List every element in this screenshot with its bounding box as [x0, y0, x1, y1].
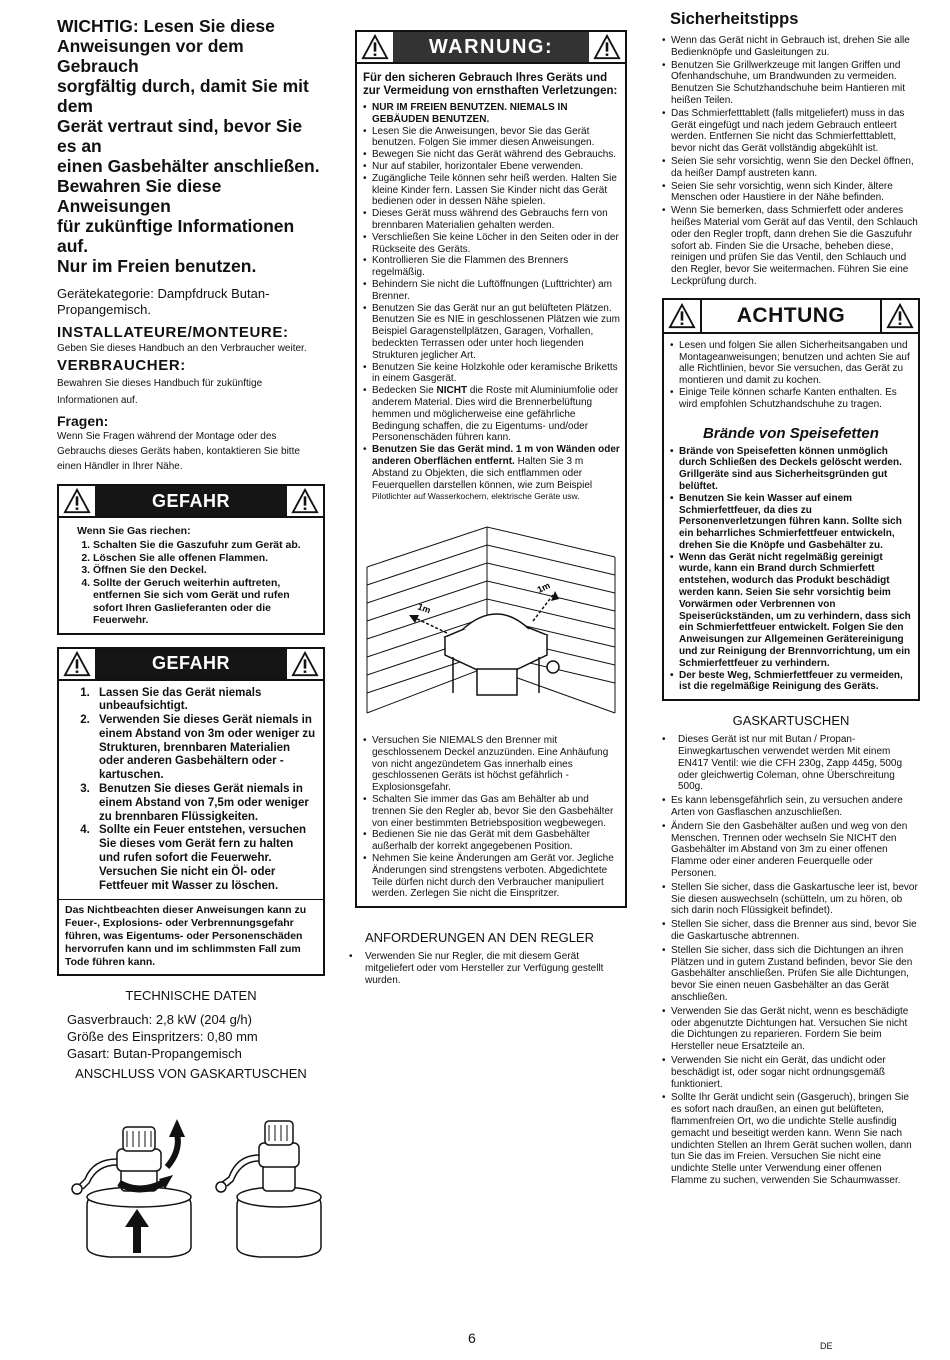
safety-tips-list — [662, 35, 920, 288]
list-item: • Brände von Speisefetten können unmöglich durch Schließen des Deckels gelöscht werden. Grillgeräte sind aus Sicherheitsgründen gut belüftet. — [670, 446, 912, 493]
list-item: • Wenn das Gerät nicht regelmäßig gereinigt wurde, kann ein Brand durch Schmierfett entstehen, wodurch das Produkt beschädigt werden kann. Seien Sie sehr vorsichtig beim Vorwärmen oder Verbrennen von Speiserückständen, um zu verhindern, dass sich ein Schmierfettfeuer entwickelt. Folgen Sie den Anweisungen zur Allgemeinen Gerätereinigung und zur Reinigung der Brennvorrichtung, um ein Schmierfettfeuer zu verhindern. — [670, 552, 912, 670]
list-item: • Lesen und folgen Sie allen Sicherheitsangaben und Montageanweisungen; benutzen und achten Sie auf alle Richtlinien, bevor Sie versuchen, das Gerät zu montieren und damit zu kochen. — [670, 340, 912, 387]
danger-rules — [93, 687, 317, 894]
list-item: • Nur auf stabiler, horizontaler Ebene verwenden. — [363, 161, 621, 173]
list-item: • Schalten Sie immer das Gas am Behälter ab und trennen Sie den Regler ab, bevor Sie den Gasbehälter von einer bestimmten Betriebsposition wegbewegen. — [363, 794, 621, 829]
warning-triangle-icon — [59, 486, 95, 516]
list-item: • Wenn das Gerät nicht in Gebrauch ist, drehen Sie alle Bedienknöpfe und Gasleitungen zu. — [662, 35, 920, 59]
list-item: 3. Benutzen Sie dieses Gerät niemals in einem Abstand von 7,5m oder weniger zu brennbaren Flüssigkeiten. — [93, 783, 317, 824]
list-item: 2. Löschen Sie alle offenen Flammen. — [93, 552, 317, 565]
page-number: 6 — [468, 1330, 476, 1346]
list-item: 1. Schalten Sie die Gaszufuhr zum Gerät ab. — [93, 539, 317, 552]
warning-triangle-icon — [59, 649, 95, 679]
clearance-diagram — [357, 517, 625, 727]
warning-list — [363, 102, 621, 503]
warning-triangle-icon — [287, 649, 323, 679]
installers-text: Geben Sie dieses Handbuch an den Verbraucher weiter. — [57, 343, 307, 354]
list-item: • Das Schmierfetttablett (falls mitgeliefert) muss in das Gerät eingefügt und nach jedem Gebrauch entleert werden. Entfernen Sie nicht das Schmierfetttablett, bevor nicht das Gerät vollständig abgekühlt ist. — [662, 108, 920, 155]
list-item: • Bedecken Sie NICHT die Roste mit Aluminiumfolie oder anderem Material. Dies wird die Brennerbelüftung hemmen und möglicherweise eine gefährliche Bedingung schaffen, die zu Eigentums- und/oder Personenschäden führen kann. — [363, 385, 621, 444]
list-item: • Bedienen Sie nie das Gerät mit dem Gasbehälter außerhalb der korrekt angegebenen Position. — [363, 829, 621, 853]
list-item: • Verwenden Sie das Gerät nicht, wenn es beschädigte oder abgenutzte Dichtungen hat. Versuchen Sie nicht die Dichtungen zu reparieren. Fordern Sie beim Hersteller neue Ersatzteile an. — [662, 1006, 920, 1053]
questions-text: Wenn Sie Fragen während der Montage oder des Gebrauchs dieses Geräts haben, kontaktieren Sie bitte einen Händler in Ihrer Nähe. — [57, 431, 300, 472]
consumers-heading: VERBRAUCHER: — [57, 357, 186, 374]
list-item: • Es kann lebensgefährlich sein, zu versuchen andere Arten von Gasflaschen anzuschließen. — [662, 795, 920, 819]
warning-heading: Für den sicheren Gebrauch Ihres Geräts und zur Vermeidung von ernsthaften Verletzungen: — [363, 72, 618, 97]
warning-header — [357, 32, 625, 64]
warning-triangle-icon — [589, 32, 625, 62]
important-notice: WICHTIG: Lesen Sie diese Anweisungen vor dem Gebrauch sorgfältig durch, damit Sie mit dem Gerät vertraut sind, bevor Sie es an einen Gasbehälter anschließen. Bewahren Sie diese Anweisungen für zukünftige Informationen auf. Nur im Freien benutzen. — [57, 16, 320, 276]
danger-box-fire — [57, 647, 325, 977]
danger-box-gas — [57, 484, 325, 635]
gas-cartridges-title: GASKARTUSCHEN — [732, 713, 850, 729]
list-item: • Verwenden Sie nur Regler, die mit diesem Gerät mitgeliefert oder vom Hersteller zur Verfügung gestellt wurden. — [349, 951, 627, 986]
list-item: • Verwenden Sie nicht ein Gerät, das undicht oder beschädigt ist, oder sogar nicht ordnungsgemäß funktioniert. — [662, 1055, 920, 1090]
caution-header — [664, 300, 918, 334]
installers-heading: INSTALLATEURE/MONTEURE: — [57, 324, 289, 341]
cartridge-connection-illustration — [57, 1087, 325, 1262]
list-item: • Benutzen Sie kein Wasser auf einem Schmierfettfeuer, da dies zu Personenverletzungen führen kann. Sollte sich ein beharrliches Schmierfettfeuer entwickeln, drehen Sie die Knöpfe und Gasbehälter zu. — [670, 493, 912, 552]
list-item: • Lesen Sie die Anweisungen, bevor Sie das Gerät benutzen. Folgen Sie immer diesen Anweisungen. — [363, 126, 621, 150]
warning-triangle-icon — [664, 300, 700, 332]
consumers-text: Bewahren Sie dieses Handbuch für zukünftige Informationen auf. — [57, 378, 263, 406]
list-item: 4. Sollte der Geruch weiterhin auftreten, entfernen Sie sich vom Gerät und rufen sofort Ihren Gaslieferanten oder die Feuerwehr. — [93, 577, 317, 627]
language-code: DE — [820, 1341, 833, 1351]
danger-header — [59, 649, 323, 681]
warning-triangle-icon — [287, 486, 323, 516]
warning-box — [355, 30, 627, 908]
list-item: • Stellen Sie sicher, dass die Gaskartusche leer ist, bevor Sie diesen auswechseln (schütteln, um zu hören, ob sich darin noch Flüssigkeit befindet). — [662, 882, 920, 917]
clearance-label-right: 1m — [535, 580, 552, 595]
warning-triangle-icon — [882, 300, 918, 332]
danger-header — [59, 486, 323, 518]
list-item: • Dieses Gerät ist nur mit Butan / Propan-Einwegkartuschen verwendet werden Mit einem EN417 Ventil: wie die CFH 230g, Zapp 445g, 500g oder gleichwertig Coleman, ohne Überschreitung 500g. — [662, 734, 920, 793]
list-item: • Zugängliche Teile können sehr heiß werden. Halten Sie kleine Kinder fern. Lassen Sie Kinder nicht das Gerät bedienen oder in dessen Nähe spielen. — [363, 173, 621, 208]
caution-box — [662, 298, 920, 702]
danger-label: GEFAHR — [95, 486, 287, 516]
danger-consequence: Das Nichtbeachten dieser Anweisungen kann zu Feuer-, Explosions- oder Verbrennungsgefahr führen, was Eigentums- oder Personenschäden hervorrufen kann und im schlimmsten Fall zum Tode führen kann. — [59, 899, 323, 974]
list-item: • Kontrollieren Sie die Flammen des Brenners regelmäßig. — [363, 255, 621, 279]
list-item: • Stellen Sie sicher, dass die Brenner aus sind, bevor Sie die Gaskartusche abtrennen. — [662, 919, 920, 943]
safety-tips-title: Sicherheitstipps — [670, 10, 799, 28]
list-item: 3. Öffnen Sie den Deckel. — [93, 564, 317, 577]
gas-smell-intro: Wenn Sie Gas riechen: — [77, 525, 191, 537]
list-item: • Ändern Sie den Gasbehälter außen und weg von den Menschen. Trennen oder wechseln Sie NICHT den Gasbehälter im Abstand von 3m zu einer offenen Flamme oder einer anderen Feuerquelle oder Personen. — [662, 821, 920, 880]
list-item: • Einige Teile können scharfe Kanten enthalten. Es wird empfohlen Schutzhandschuhe zu tragen. — [670, 387, 912, 411]
warning-list-continued — [363, 735, 621, 900]
list-item: • Benutzen Sie das Gerät nur an gut belüfteten Plätzen. Benutzen Sie es NIE in geschlossenen Plätzen wie zum Beispiel Garagenstellplätzen, Garagen, Vorhallen, bedeckten Terrassen oder unter hoch liegenden Strukturen jeglicher Art. — [363, 303, 621, 362]
regulator-requirements — [349, 951, 627, 986]
list-item: • Sollte Ihr Gerät undicht sein (Gasgeruch), bringen Sie es sofort nach draußen, an einen gut belüfteten, flammenfreien Ort, wo die undichte Stelle ausfindig gemacht und beseitigt werden kann. Wenn Sie nach undichten Stellen an Ihrem Gerät suchen wollen, dann tun Sie das im Freien. Versuchen Sie nicht eine undichte Stelle unter Verwendung einer offenen Flamme zu suchen, verwenden Sie Schaumwasser. — [662, 1092, 920, 1186]
questions-heading: Fragen: — [57, 413, 109, 429]
list-item: 4. Sollte ein Feuer entstehen, versuchen Sie dieses vom Gerät fern zu halten und rufen sofort die Feuerwehr. Versuchen Sie nicht ein Öl- oder Fettfeuer mit Wasser zu löschen. — [93, 824, 317, 893]
right-column — [662, 0, 920, 1189]
middle-column — [355, 0, 627, 987]
list-item: • Seien Sie sehr vorsichtig, wenn sich Kinder, ältere Menschen oder Haustiere in der Nähe befinden. — [662, 181, 920, 205]
clearance-label-left: 1m — [416, 601, 432, 616]
list-item: • Nehmen Sie keine Änderungen am Gerät vor. Jegliche Änderungen sind strengstens verboten. Abgedichtete Teile dürfen nicht durch den Verbraucher manipuliert werden. Zerlegen Sie nicht die Einspritzer. — [363, 853, 621, 900]
list-item: • Bewegen Sie nicht das Gerät während des Gebrauchs. — [363, 149, 621, 161]
left-column — [57, 0, 325, 1262]
list-item: 1. Lassen Sie das Gerät niemals unbeaufsichtigt. — [93, 687, 317, 715]
list-item: • Dieses Gerät muss während des Gebrauchs fern von brennbaren Materialien gehalten werden. — [363, 208, 621, 232]
warning-triangle-icon — [357, 32, 393, 62]
list-item: • Seien Sie sehr vorsichtig, wenn Sie den Deckel öffnen, da heißer Dampf austreten kann. — [662, 156, 920, 180]
technical-data-title: TECHNISCHE DATEN — [125, 988, 257, 1004]
grease-fires-title: Brände von Speisefetten — [703, 424, 879, 442]
regulator-requirements-title: ANFORDERUNGEN AN DEN REGLER — [365, 930, 594, 946]
list-item: • Stellen Sie sicher, dass sich die Dichtungen an ihren Plätzen und in gutem Zustand befinden, bevor Sie den Gasbehälter anschließen. Prüfen Sie alle Dichtungen, bevor Sie einen neuen Gasbehälter an das Gerät anschließen. — [662, 945, 920, 1004]
technical-data: Gasverbrauch: 2,8 kW (204 g/h) Größe des Einspritzers: 0,80 mm Gasart: Butan-Propangemisch — [67, 1012, 258, 1062]
list-item: • Benutzen Sie das Gerät mind. 1 m von Wänden oder anderen Oberflächen entfernt. Halten Sie 3 m Abstand zu Objekten, die sich entflammen oder Feuerquellen darstellen können, wie zum Beispiel Pilotlichter auf Wasserkochern, elektrische Geräte usw. — [363, 444, 621, 503]
gas-cartridges-list — [662, 734, 920, 1186]
list-item: 2. Verwenden Sie dieses Gerät niemals in einem Abstand von 3m oder weniger zu Strukturen, brennbaren Materialien oder anderen Gasbehältern oder -kartuschen. — [93, 714, 317, 783]
caution-list — [664, 334, 918, 417]
list-item: • Behindern Sie nicht die Luftöffnungen (Lufttrichter) am Brenner. — [363, 279, 621, 303]
danger-label: GEFAHR — [95, 649, 287, 679]
list-item: • Wenn Sie bemerken, dass Schmierfett oder anderes heißes Material vom Gerät auf das Ventil, den Schlauch oder den Regler tropft, dann drehen Sie die Gaszufuhr sofort ab. Finden Sie die Ursache, beheben diese, reinigen und prüfen Sie das Ventil, den Schlauch und den Regler, bevor Sie weitermachen. Führen Sie eine Leckprüfung durch. — [662, 205, 920, 288]
list-item: • Versuchen Sie NIEMALS den Brenner mit geschlossenem Deckel anzuzünden. Eine Anhäufung von nicht angezündetem Gas innerhalb eines geschlossenen Geräts ist höchst gefährlich - Explosionsgefahr. — [363, 735, 621, 794]
caution-label: ACHTUNG — [700, 300, 882, 332]
warning-label: WARNUNG: — [393, 32, 589, 62]
list-item: • Verschließen Sie keine Löcher in den Seiten oder in der Rückseite des Geräts. — [363, 232, 621, 256]
cartridge-connection-title: ANSCHLUSS VON GASKARTUSCHEN — [75, 1066, 307, 1082]
device-category: Gerätekategorie: Dampfdruck Butan- Propangemisch. — [57, 286, 270, 317]
gas-smell-steps — [93, 539, 317, 627]
list-item: • Benutzen Sie keine Holzkohle oder keramische Briketts in einem Gasgerät. — [363, 362, 621, 386]
list-item: • Benutzen Sie Grillwerkzeuge mit langen Griffen und Ofenhandschuhe, um Brandwunden zu vermeiden. Benutzen Sie Schutzhandschuhe beim Hantieren mit heißen Teilen. — [662, 60, 920, 107]
list-item: • Der beste Weg, Schmierfettfeuer zu vermeiden, ist die regelmäßige Reinigung des Geräts. — [670, 670, 912, 694]
list-item: • NUR IM FREIEN BENUTZEN. NIEMALS IN GEBÄUDEN BENUTZEN. — [363, 102, 621, 126]
grease-fires-list — [664, 446, 918, 700]
